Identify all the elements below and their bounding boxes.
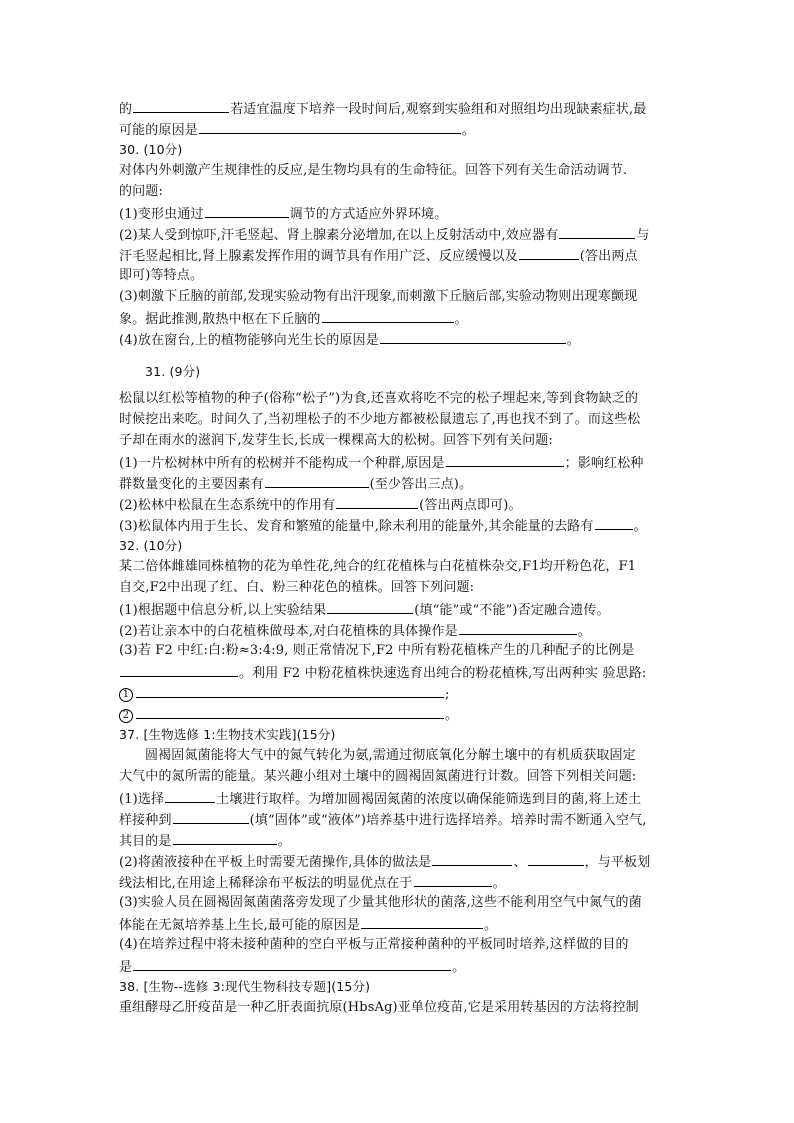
- q30-text: 与: [636, 228, 650, 243]
- q31-intro: 子却在雨水的滋润下,发芽生长,长成一棵棵高大的松树。回答下列有关问题:: [119, 433, 553, 448]
- q37-text: (填“固体”或“液体”)培养基中进行选择培养。培养时需不断通入空气,: [249, 813, 647, 828]
- q37-text: 。: [483, 918, 498, 933]
- q30-text: (答出两点: [579, 249, 638, 264]
- q30-part-2: [119, 244, 679, 265]
- q38-intro: 重组酵母乙肝疫苗是一种乙肝表面抗原(HbsAg)亚单位疫苗,它是采用转基因的方法将控制: [119, 1000, 639, 1015]
- q31-text: (2)松林中松鼠在生态系统中的作用有: [119, 498, 336, 513]
- q37-part-1: [119, 808, 679, 829]
- q37-part-3: (3)实验人员在圆褐固氮菌菌落旁发现了少量其他形状的菌落,这些不能利用空气中氮气的菌: [119, 895, 642, 910]
- q31-text: (1)一片松树林中所有的松树并不能构成一个种群,原因是: [119, 456, 445, 471]
- q30-part-1: [119, 202, 679, 223]
- q32-heading: 32. (10分): [119, 538, 183, 553]
- q37-text: (2)将菌液接种在平板上时需要无菌操作,具体的做法是: [119, 855, 432, 870]
- answer-blank: [133, 97, 229, 113]
- q37-text: 土壤进行取样。为增加圆褐固氮菌的浓度以确保能筛选到目的菌,将上述土: [216, 792, 642, 807]
- q32-text: ;: [445, 687, 450, 702]
- q37-text: 样接种到: [119, 813, 172, 828]
- q37-part-1: [119, 829, 679, 850]
- q37-part-4: [119, 955, 679, 976]
- answer-blank: [519, 244, 579, 260]
- q30-intro: 对体内外刺激产生规律性的反应,是生物均具有的生命特征。回答下列有关生命活动调节.: [119, 163, 628, 178]
- q32-part-3: [119, 661, 679, 682]
- q31-text: ；影响红松种: [564, 456, 644, 471]
- answer-blank: [322, 307, 454, 323]
- q29-text: 若适宜温度下培养一段时间后,观察到实验组和对照组均出现缺素症状,最: [230, 102, 647, 117]
- answer-blank: [173, 829, 277, 845]
- answer-blank: [414, 871, 492, 887]
- q30-text: (1)变形虫通过: [119, 207, 204, 222]
- answer-blank: [165, 787, 215, 803]
- answer-blank: [173, 808, 249, 824]
- answer-blank: [205, 202, 289, 218]
- answer-blank: [595, 514, 633, 530]
- q31-text: (3)松鼠体内用于生长、发育和繁殖的能量中,除未利用的能量外,其余能量的去路有: [119, 519, 594, 534]
- q31-text: 。: [633, 519, 647, 534]
- q37-text: 是: [119, 960, 133, 975]
- q32-idea-1: [119, 682, 679, 703]
- q31-text: 群数量变化的主要因素有: [119, 477, 264, 492]
- q29-text: 。: [461, 123, 476, 138]
- q29-text: 可能的原因是: [119, 123, 198, 138]
- q30-text: (4)放在窗台,上的植物能够向光生长的原因是: [119, 333, 379, 348]
- answer-blank: [432, 850, 512, 866]
- q31-intro: 松鼠以红松等植物的种子(俗称“松子”)为食,还喜欢将吃不完的松子埋起来,等到食物缺乏的: [119, 391, 639, 406]
- q32-part-2: [119, 619, 679, 640]
- q29-text: 的: [119, 102, 133, 117]
- q32-intro: 自交,F2中出现了红、白、粉三种花色的植株。回答下列问题:: [119, 580, 475, 595]
- q29-line-2: [119, 118, 679, 139]
- q37-text: ，与平板划: [584, 855, 651, 870]
- q29-line-1: [119, 97, 679, 118]
- q32-idea-2: [119, 703, 679, 724]
- q37-intro: 大气中的氮所需的能量。某兴趣小组对土壤中的圆褐固氮菌进行计数。回答下列相关问题:: [119, 769, 637, 784]
- q30-part-3: [119, 307, 679, 328]
- answer-blank: [120, 661, 238, 677]
- q37-text: 线法相比,在用途上稀释涂布平板法的明显优点在于: [119, 876, 413, 891]
- answer-blank: [528, 850, 584, 866]
- answer-blank: [136, 703, 444, 719]
- q37-text: 。: [492, 876, 506, 891]
- q31-part-1: [119, 451, 679, 472]
- q37-part-3: [119, 913, 679, 934]
- q32-part-1: [119, 598, 679, 619]
- q32-text: (填“能”或“不能”)否定融合遗传。: [414, 603, 610, 618]
- answer-blank: [446, 451, 564, 467]
- answer-blank: [459, 619, 577, 635]
- q30-text: 。: [454, 312, 468, 327]
- q37-text: 其目的是: [119, 834, 172, 849]
- q31-part-2: [119, 493, 679, 514]
- answer-blank: [136, 682, 444, 698]
- q32-intro: 某二倍体雌雄同株植物的花为单性花,纯合的红花植株与白花植株杂交,F1均开粉色花，F1: [119, 559, 637, 574]
- q30-text: 调节的方式适应外界环境。: [289, 207, 448, 222]
- q31-text: (至少答出三点)。: [369, 477, 473, 492]
- q32-text: 。利用 F2 中粉花植株快速选育出纯合的粉花植株,写出两种实 验思路:: [239, 666, 647, 681]
- answer-blank: [265, 472, 369, 488]
- q30-text: 。: [566, 333, 581, 348]
- q32-text: 。: [577, 624, 591, 639]
- q30-intro: 的问题:: [119, 184, 163, 199]
- q31-text: (答出两点即可)。: [419, 498, 522, 513]
- answer-blank: [380, 328, 566, 344]
- q37-text: 。: [452, 960, 466, 975]
- q37-part-2: [119, 871, 679, 892]
- answer-blank: [133, 955, 451, 971]
- q37-text: 。: [277, 834, 291, 849]
- q37-part-4: (4)在培养过程中将未接种菌种的空白平板与正常接种菌种的平板同时培养,这样做的目的: [119, 937, 629, 952]
- q30-text: 汗毛竖起相比,肾上腺素发挥作用的调节具有作用广泛、反应缓慢以及: [119, 249, 518, 264]
- q30-text: 象。据此推测,散热中枢在下丘脑的: [119, 312, 321, 327]
- q30-part-3: (3)刺激下丘脑的前部,发现实验动物有出汗现象,而刺激下丘脑后部,实验动物则出现寒颤现: [119, 289, 638, 304]
- q30-heading: 30. (10分): [119, 142, 183, 157]
- circled-number-1: 1: [119, 688, 133, 702]
- q30-text: (2)某人受到惊吓,汗毛竖起、肾上腺素分泌增加,在以上反射活动中,效应器有: [119, 228, 559, 243]
- q30-part-2: 即可)等特点。: [119, 268, 204, 283]
- q31-part-3: [119, 514, 679, 535]
- q31-intro: 时候挖出来吃。时间久了,当初埋松子的不少地方都被松鼠遗忘了,再也找不到了。而这些松: [119, 412, 641, 427]
- q30-part-4: [119, 328, 679, 349]
- answer-blank: [336, 493, 418, 509]
- q32-part-3: (3)若 F2 中红:白:粉≈3:4:9, 则正常情况下,F2 中所有粉花植株产生的几种配子的比例是: [119, 643, 635, 658]
- q31-heading: 31. (9分): [145, 364, 201, 379]
- circled-number-2: 2: [119, 709, 133, 723]
- q37-text: 、: [513, 855, 527, 870]
- q31-part-1: [119, 472, 679, 493]
- answer-blank: [327, 598, 413, 614]
- exam-page: [119, 97, 679, 1018]
- q37-text: 体能在无氮培养基上生长,最可能的原因是: [119, 918, 360, 933]
- q37-part-2: [119, 850, 679, 871]
- q37-intro: 圆褐固氮菌能将大气中的氮气转化为氨,需通过彻底氧化分解土壤中的有机质获取固定: [145, 748, 636, 763]
- answer-blank: [199, 118, 461, 134]
- q37-heading: 37. [生物选修 1:生物技术实践](15分): [119, 727, 336, 742]
- answer-blank: [559, 223, 635, 239]
- q38-heading: 38. [生物--选修 3:现代生物科技专题](15分): [119, 979, 371, 994]
- q37-text: (1)选择: [119, 792, 165, 807]
- q30-part-2: [119, 223, 679, 244]
- q32-text: 。: [445, 708, 459, 723]
- q32-text: (1)根据题中信息分析,以上实验结果: [119, 603, 327, 618]
- q37-part-1: [119, 787, 679, 808]
- answer-blank: [361, 913, 483, 929]
- q32-text: (2)若让亲本中的白花植株做母本,对白花植株的具体操作是: [119, 624, 458, 639]
